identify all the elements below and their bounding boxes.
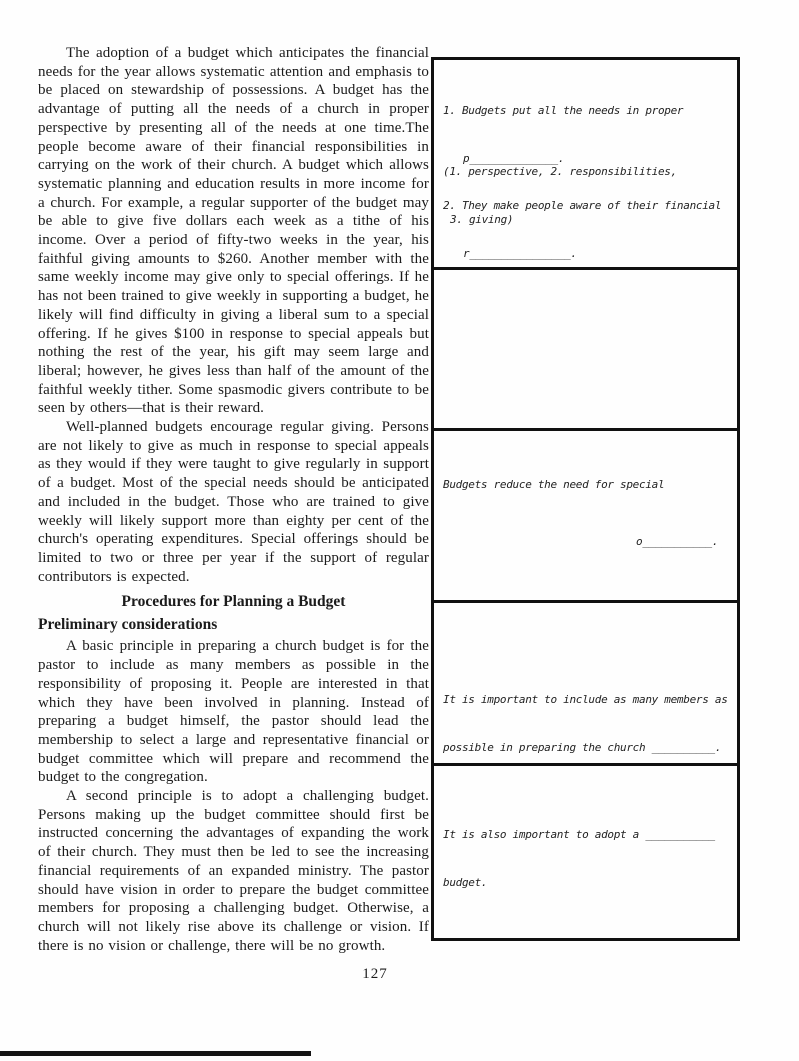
exercise-statement: Budgets reduce the need for special [443, 478, 665, 491]
exercise-item-2: 2. They make people aware of their financial [443, 199, 722, 212]
paragraph-second-principle: A second principle is to adopt a challenging budget. Persons making up the budget committee should first be instructed concerning the advantages of expanding the work of their church. They must then be led to see the increasing financial requirements of an expanded ministry. The pastor should have vision in order to prepare the budget committee members for proposing a challenging budget. Otherwise, a church will not likely rise above its challenge or vision. If there is no vision or challenge, there will be no growth. [38, 788, 429, 954]
exercise-box-2-empty [434, 267, 737, 428]
bottom-scan-line [0, 1051, 311, 1056]
paragraph-well-planned-budgets: Well-planned budgets encourage regular giving. Persons are not likely to give as much in response to special appeals as they would if they were taught to give regularly in support of a budget. Most of the special needs should be anticipated and included in the budget. Those who are trained to give weekly will likely support more than eighty per cent of the church's operating expenditures. Special offerings should be limited to two or three per year if the support of regular contributors is expected. [38, 419, 429, 585]
page-number: 127 [362, 966, 388, 982]
exercise-box-5 [434, 763, 737, 938]
article-column [38, 44, 429, 955]
exercise-statement: It is also important to adopt a ___________ [443, 828, 715, 841]
answer-key-box-1 [443, 132, 677, 260]
subsection-heading: Preliminary considerations [38, 616, 218, 634]
exercise-item-2-blank: r________________. [463, 246, 577, 260]
exercise-item-1-blank: p______________. [463, 151, 565, 165]
answer-key-line: (1. perspective, 2. responsibilities, [443, 165, 677, 178]
exercise-box-1 [434, 60, 737, 267]
exercise-blank: o___________. [636, 534, 719, 548]
exercise-item-1: 1. Budgets put all the needs in proper [443, 104, 684, 117]
exercise-panel [431, 57, 740, 941]
paragraph-first-principle: A basic principle in preparing a church budget is for the pastor to include as many members as possible in the responsibility of proposing it. People are interested in that which they have been involved in planning. Instead of preparing a budget himself, the pastor should lead the membership to select a large and representative financial or budget committee which will prepare and recommend the budget to the congregation. [38, 638, 429, 786]
exercise-statement-blank: possible in preparing the church __________. [443, 740, 722, 754]
exercise-box-4 [434, 600, 737, 763]
exercise-statement-continued: budget. [443, 875, 488, 889]
exercise-statement: It is important to include as many members as [443, 693, 728, 706]
answer-key-line: 3. giving) [450, 213, 514, 226]
exercise-box-3 [434, 428, 737, 600]
section-heading: Procedures for Planning a Budget [121, 593, 346, 611]
paragraph-budget-adoption: The adoption of a budget which anticipates the financial needs for the year allows systematic attention and emphasis to be placed on stewardship of possessions. A budget has the advantage of putting all the needs of a church in proper perspective by presenting all of the needs at one time.The people become aware of their financial responsibilities in carrying on the work of their church. A budget which allows systematic planning and education results in more income for a church. For example, a regular supporter of the budget may be able to give five dollars each week as a tithe of his income. Over a period of fifty-two weeks in the year, his faithful giving amounts to $260. Another member with the same weekly income may give only to special offerings. If he has not been trained to give weekly in supporting a budget, he likely will find difficulty in giving a liberal sum to a special offering. If he gives $100 in response to special appeals but nothing the rest of the year, his gift may seem large and liberal; however, he gives less than half of the amount of the faithful weekly tither. Some spasmodic givers contribute to be seen by others—that is their reward. [38, 45, 429, 417]
